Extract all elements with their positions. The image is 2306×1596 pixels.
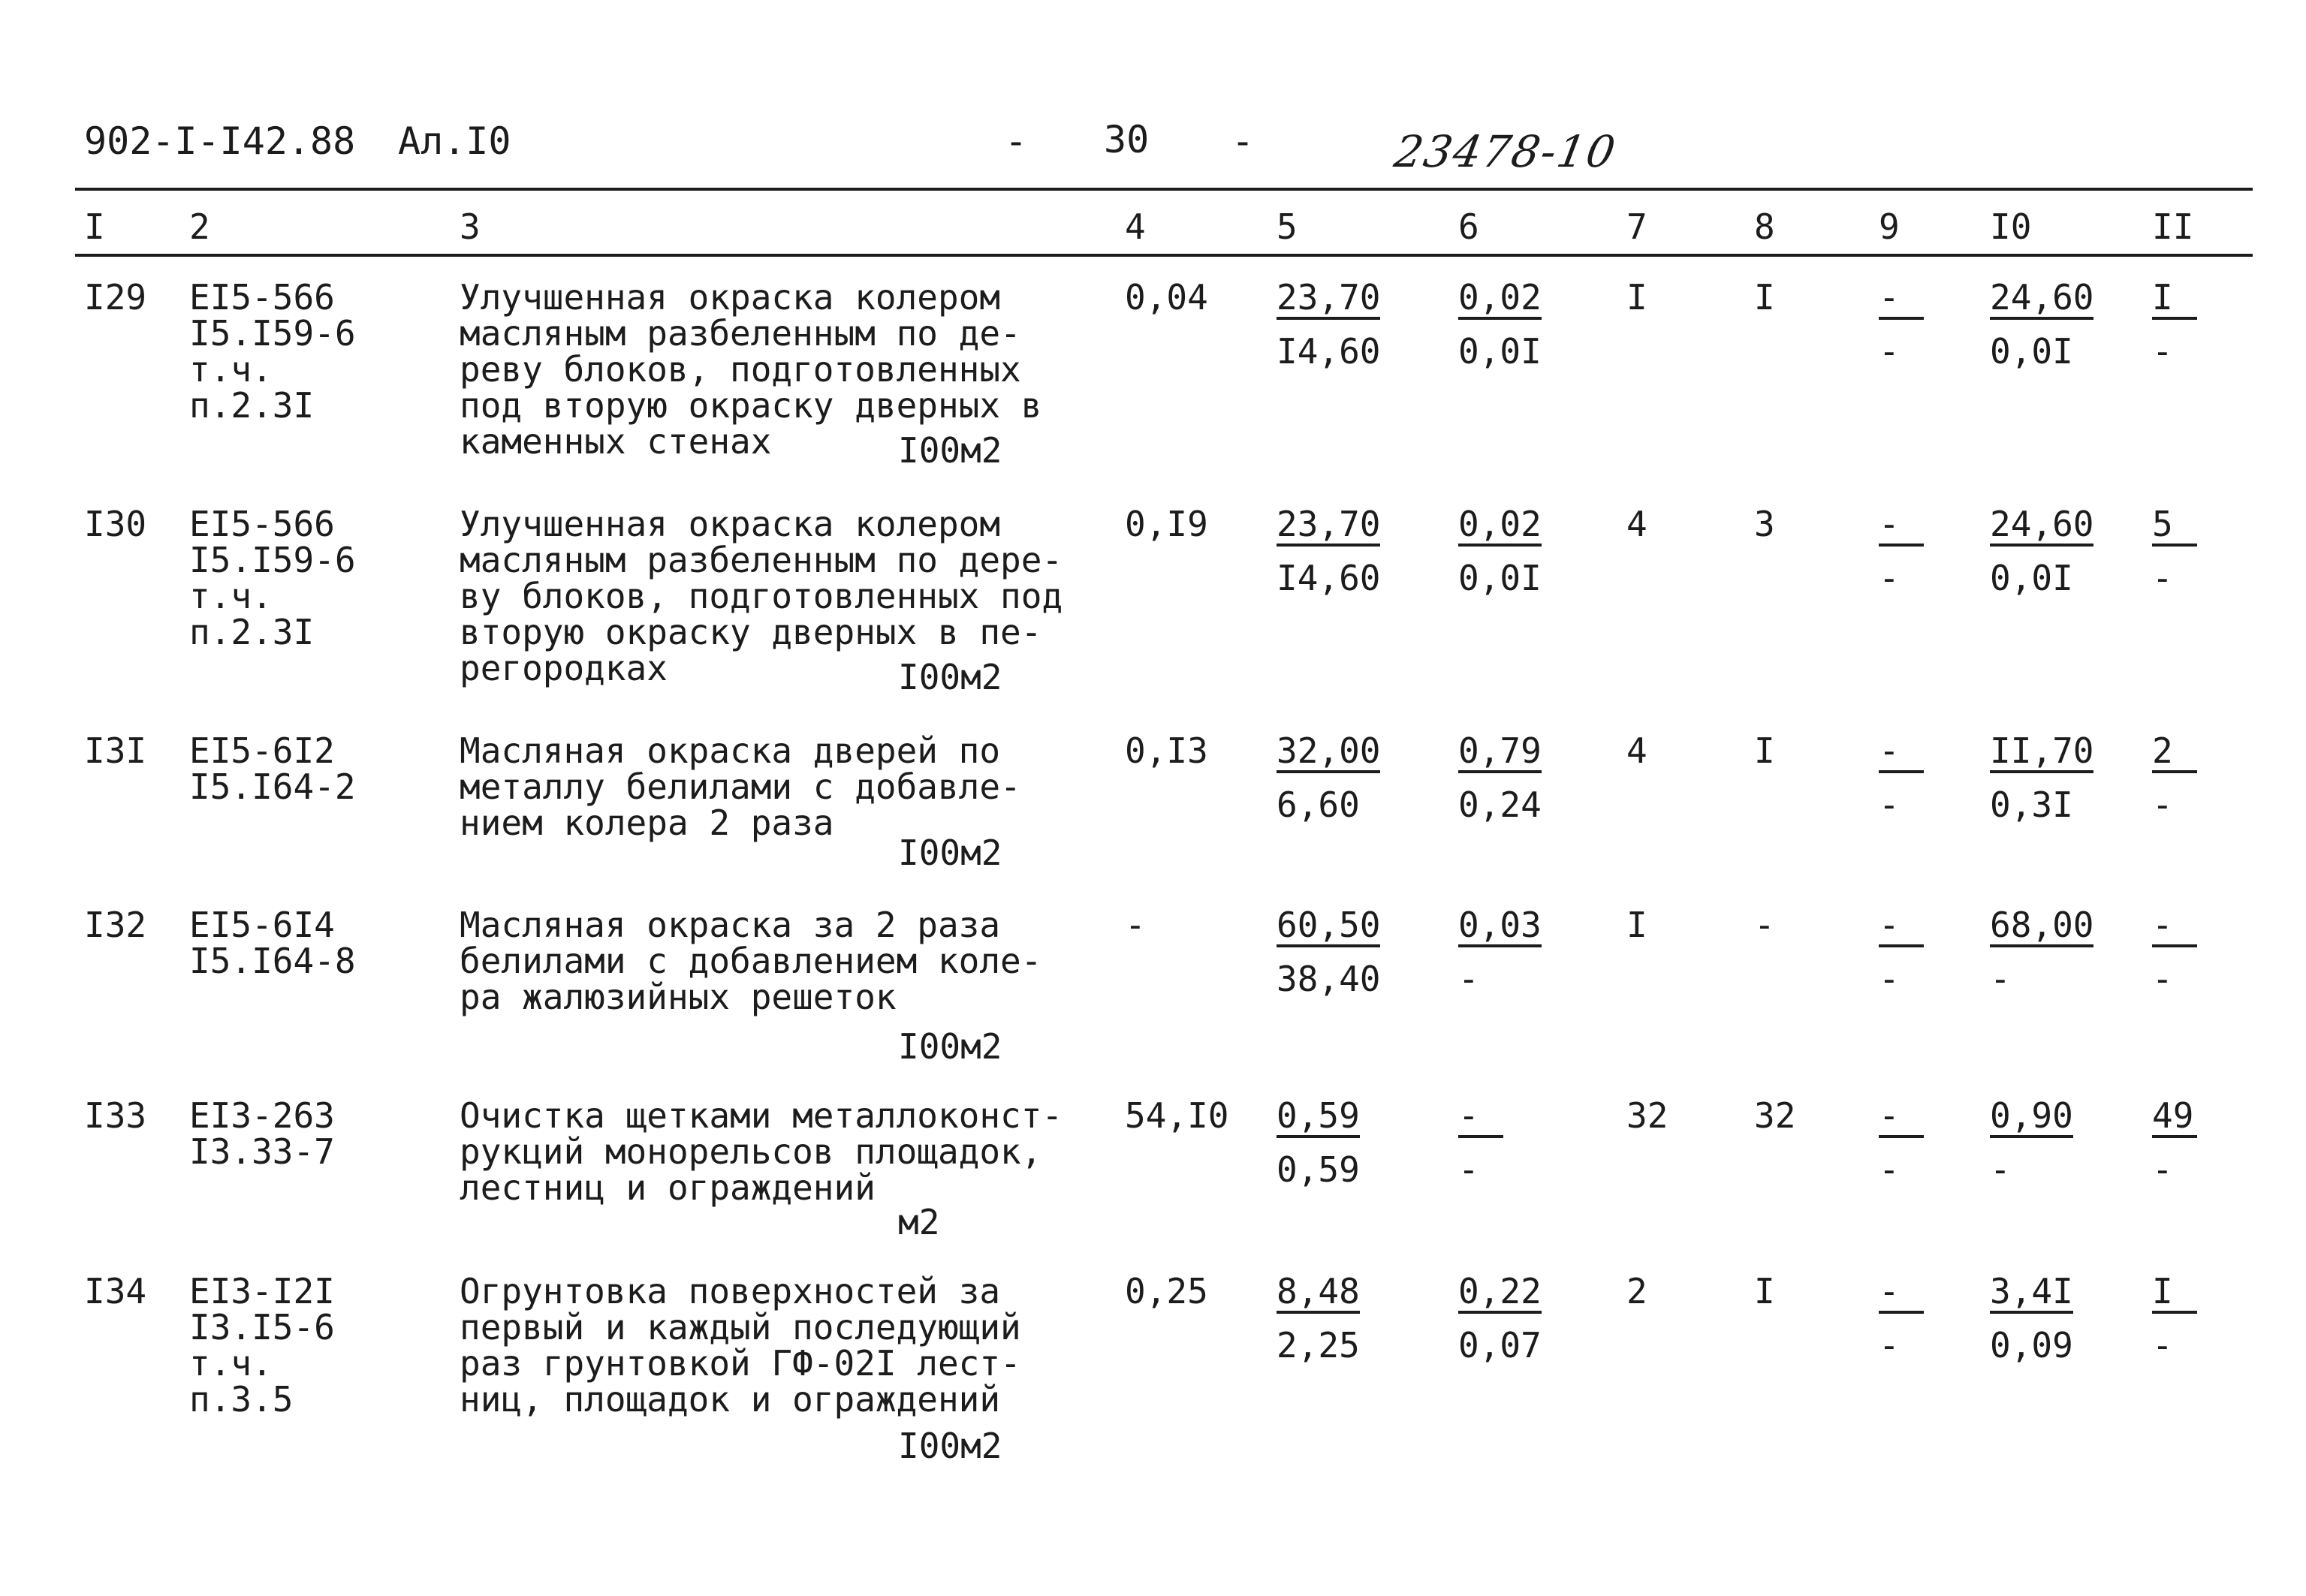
- col9-bottom: -: [1879, 331, 1900, 372]
- col7-value: 2: [1626, 1271, 1647, 1311]
- column-header-6: 6: [1458, 206, 1479, 247]
- col10-fraction: [1990, 506, 2093, 596]
- col11-bottom: -: [2152, 784, 2173, 825]
- row-number: I29: [84, 277, 147, 318]
- norm-code: EI5-566 I5.I59-6 т.ч. п.2.3I: [189, 277, 356, 426]
- col10-fraction: [1990, 730, 2094, 825]
- col10-top: 24,60: [1990, 279, 2093, 320]
- col10-bottom: 0,09: [1990, 1325, 2073, 1366]
- col11-fraction: [2152, 1095, 2197, 1190]
- col6-fraction: [1458, 506, 1542, 596]
- col5-bottom: 38,40: [1277, 959, 1381, 999]
- unit-of-measure: м2: [898, 1202, 940, 1242]
- col10-bottom: 0,0I: [1990, 331, 2073, 372]
- quantity: 54,I0: [1125, 1095, 1229, 1136]
- row-number: I33: [84, 1095, 147, 1136]
- col7-value: I: [1626, 905, 1647, 945]
- col11-bottom: -: [2152, 558, 2173, 598]
- col6-top: 0,02: [1458, 506, 1542, 547]
- norm-code: EI5-6I2 I5.I64-2: [189, 730, 356, 807]
- col8-value: I: [1754, 1271, 1775, 1311]
- column-header-2: 2: [189, 206, 210, 247]
- col8-value: 32: [1754, 1095, 1796, 1136]
- col9-top: -: [1879, 733, 1924, 773]
- col5-fraction: [1277, 1271, 1360, 1366]
- col5-fraction: [1277, 907, 1380, 997]
- col6-top: 0,79: [1458, 733, 1542, 773]
- col7-value: 4: [1626, 730, 1647, 771]
- col6-top: -: [1458, 1098, 1503, 1138]
- col9-bottom: -: [1879, 1325, 1900, 1366]
- column-header-1: I: [84, 206, 105, 247]
- col9-fraction: [1879, 1095, 1924, 1190]
- unit-of-measure: I00м2: [898, 1026, 1002, 1067]
- norm-code: EI5-6I4 I5.I64-8: [189, 905, 356, 981]
- col5-bottom: I4,60: [1277, 558, 1381, 598]
- col5-bottom: 0,59: [1277, 1149, 1360, 1190]
- col7-value: I: [1626, 277, 1647, 318]
- col9-top: -: [1879, 279, 1924, 320]
- col10-top: II,70: [1990, 733, 2093, 773]
- page-number: 30: [1104, 118, 1150, 161]
- col7-value: 32: [1626, 1095, 1668, 1136]
- col10-top: 24,60: [1990, 506, 2093, 547]
- column-header-10: I0: [1990, 206, 2032, 247]
- row-number: I30: [84, 504, 147, 544]
- quantity: 0,25: [1125, 1271, 1208, 1311]
- col9-top: -: [1879, 1098, 1924, 1138]
- row-number: I32: [84, 905, 147, 945]
- col10-top: 3,4I: [1990, 1273, 2073, 1314]
- col5-top: 60,50: [1277, 907, 1380, 947]
- col5-fraction: [1277, 730, 1381, 825]
- col5-top: 32,00: [1277, 733, 1380, 773]
- col11-fraction: [2152, 907, 2197, 997]
- col9-fraction: [1879, 277, 1924, 372]
- norm-code: EI5-566 I5.I59-6 т.ч. п.2.3I: [189, 504, 356, 652]
- col10-top: 0,90: [1990, 1098, 2073, 1138]
- col11-top: -: [2152, 907, 2197, 947]
- col11-bottom: -: [2152, 331, 2173, 372]
- col11-fraction: [2152, 1271, 2197, 1366]
- col9-fraction: [1879, 907, 1924, 997]
- col6-bottom: -: [1458, 1149, 1479, 1190]
- col9-bottom: -: [1879, 784, 1900, 825]
- col9-fraction: [1879, 730, 1924, 825]
- col5-bottom: I4,60: [1277, 331, 1381, 372]
- col6-fraction: [1458, 1095, 1503, 1190]
- unit-of-measure: I00м2: [898, 833, 1002, 873]
- col11-bottom: -: [2152, 959, 2173, 999]
- quantity: 0,I3: [1125, 730, 1208, 771]
- col10-bottom: -: [1990, 959, 2011, 999]
- col8-value: I: [1754, 277, 1775, 318]
- col8-value: I: [1754, 730, 1775, 771]
- col6-bottom: 0,24: [1458, 784, 1542, 825]
- col11-top: I: [2152, 1273, 2197, 1314]
- unit-of-measure: I00м2: [898, 1426, 1002, 1466]
- col7-value: 4: [1626, 504, 1647, 544]
- col11-fraction: [2152, 277, 2197, 372]
- row-number: I34: [84, 1271, 147, 1311]
- col6-bottom: 0,0I: [1458, 331, 1542, 372]
- unit-of-measure: I00м2: [898, 657, 1002, 697]
- quantity: -: [1125, 905, 1146, 945]
- col11-top: 49: [2152, 1098, 2197, 1138]
- document-code: 902-I-I42.88: [84, 119, 356, 163]
- col5-top: 23,70: [1277, 506, 1380, 547]
- work-description: Улучшенная окраска колером масляным разбеленным по дере- ву блоков, подготовленных под вторую окраску дверных в пе- регородках: [460, 504, 1063, 688]
- norm-code: EI3-263 I3.33-7: [189, 1095, 335, 1172]
- col8-value: 3: [1754, 504, 1775, 544]
- quantity: 0,04: [1125, 277, 1208, 318]
- col5-top: 0,59: [1277, 1098, 1360, 1138]
- row-number: I3I: [84, 730, 147, 771]
- col11-bottom: -: [2152, 1325, 2173, 1366]
- column-header-11: II: [2152, 206, 2194, 247]
- col9-top: -: [1879, 506, 1924, 547]
- col6-bottom: -: [1458, 959, 1479, 999]
- header-top-rule: [75, 188, 2253, 191]
- col6-fraction: [1458, 907, 1542, 997]
- col11-fraction: [2152, 506, 2197, 596]
- sheet-label: Ал.I0: [398, 119, 511, 163]
- col5-top: 8,48: [1277, 1273, 1360, 1314]
- col6-fraction: [1458, 277, 1542, 372]
- col5-fraction: [1277, 506, 1380, 596]
- col10-bottom: 0,0I: [1990, 558, 2073, 598]
- col11-top: I: [2152, 279, 2197, 320]
- col9-top: -: [1879, 907, 1924, 947]
- col9-bottom: -: [1879, 558, 1900, 598]
- work-description: Масляная окраска дверей по металлу белилами с добавле- нием колера 2 раза: [460, 730, 1021, 843]
- work-description: Огрунтовка поверхностей за первый и каждый последующий раз грунтовкой ГФ-02I лест- ниц, площадок и ограждений: [460, 1271, 1021, 1420]
- col6-bottom: 0,07: [1458, 1325, 1542, 1366]
- col6-top: 0,03: [1458, 907, 1542, 947]
- col9-bottom: -: [1879, 1149, 1900, 1190]
- col9-bottom: -: [1879, 959, 1900, 999]
- col10-fraction: [1990, 277, 2094, 372]
- col6-fraction: [1458, 730, 1542, 825]
- handwritten-number: 23478-10: [1391, 126, 1620, 177]
- col10-bottom: 0,3I: [1990, 784, 2073, 825]
- norm-code: EI3-I2I I3.I5-6 т.ч. п.3.5: [189, 1271, 335, 1420]
- col10-fraction: [1990, 907, 2093, 997]
- col5-bottom: 2,25: [1277, 1325, 1360, 1366]
- col6-top: 0,22: [1458, 1273, 1542, 1314]
- col11-fraction: [2152, 730, 2197, 825]
- col10-top: 68,00: [1990, 907, 2093, 947]
- col5-bottom: 6,60: [1277, 784, 1360, 825]
- header-bottom-rule: [75, 254, 2253, 257]
- header-dash-left: -: [1005, 119, 1028, 163]
- col9-fraction: [1879, 506, 1924, 596]
- unit-of-measure: I00м2: [898, 430, 1002, 471]
- column-header-3: 3: [460, 206, 481, 247]
- col5-fraction: [1277, 277, 1381, 372]
- column-header-7: 7: [1626, 206, 1647, 247]
- col11-top: 2: [2152, 733, 2197, 773]
- col9-top: -: [1879, 1273, 1924, 1314]
- work-description: Очистка щетками металлоконст- рукций монорельсов площадок, лестниц и ограждений: [460, 1095, 1063, 1208]
- header-dash-right: -: [1231, 119, 1255, 163]
- col8-value: -: [1754, 905, 1775, 945]
- col11-bottom: -: [2152, 1149, 2173, 1190]
- col5-fraction: [1277, 1095, 1360, 1190]
- column-header-4: 4: [1125, 206, 1146, 247]
- col9-fraction: [1879, 1271, 1924, 1366]
- work-description: Масляная окраска за 2 раза белилами с добавлением коле- ра жалюзийных решеток: [460, 905, 1042, 1017]
- quantity: 0,I9: [1125, 504, 1208, 544]
- col6-fraction: [1458, 1271, 1542, 1366]
- col6-top: 0,02: [1458, 279, 1542, 320]
- col11-top: 5: [2152, 506, 2197, 547]
- col6-bottom: 0,0I: [1458, 558, 1542, 598]
- column-header-5: 5: [1277, 206, 1298, 247]
- work-description: Улучшенная окраска колером масляным разбеленным по де- реву блоков, подготовленных под вторую окраску дверных в каменных стенах: [460, 277, 1042, 462]
- col5-top: 23,70: [1277, 279, 1380, 320]
- col10-fraction: [1990, 1095, 2073, 1190]
- column-header-8: 8: [1754, 206, 1775, 247]
- col10-bottom: -: [1990, 1149, 2011, 1190]
- column-header-9: 9: [1879, 206, 1900, 247]
- col10-fraction: [1990, 1271, 2073, 1366]
